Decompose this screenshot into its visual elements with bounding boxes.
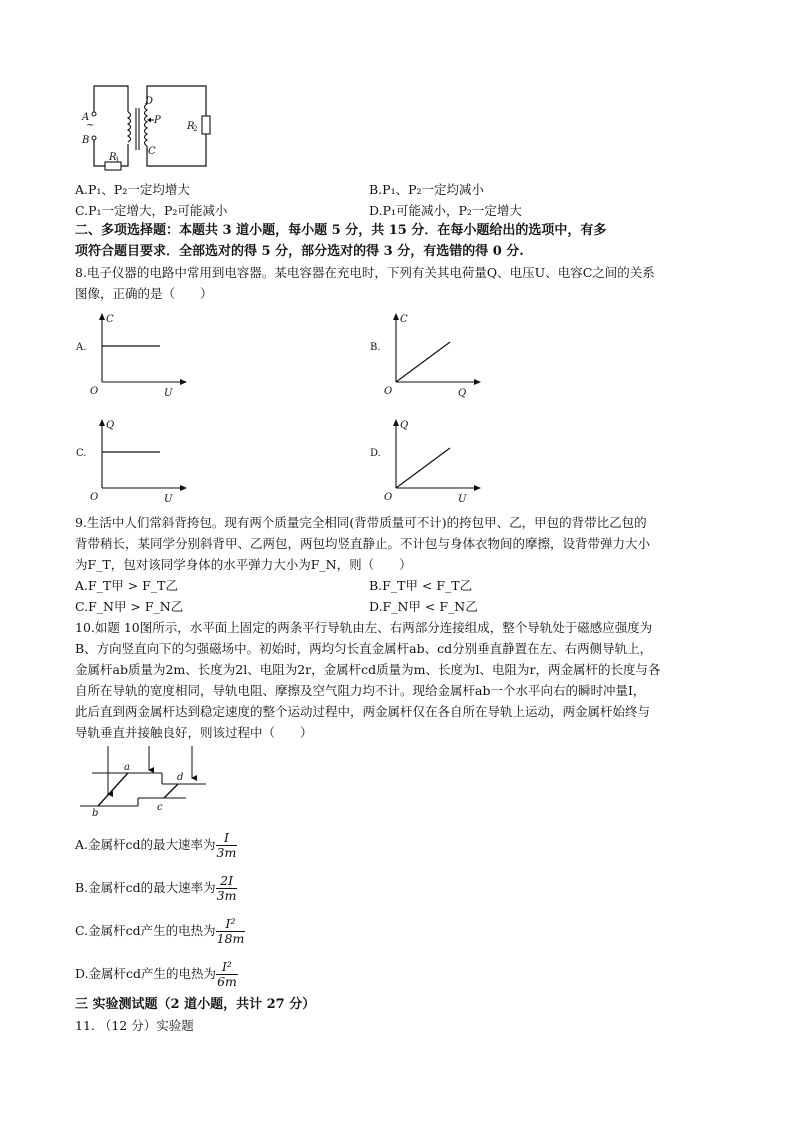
q8-graph-svg bbox=[368, 306, 488, 398]
label-A: A bbox=[82, 112, 90, 123]
label-P: P bbox=[154, 115, 161, 126]
q8-stem-line1: 8.电子仪器的电路中常用到电容器。某电容器在充电时，下列有关其电荷量Q、电压U、电容C之间的关系 bbox=[75, 265, 655, 280]
x-axis-arrow bbox=[180, 379, 187, 385]
origin-label: O bbox=[90, 386, 99, 397]
q8-graph-c[interactable] bbox=[74, 412, 194, 504]
q10-option-b-denominator: 3m bbox=[216, 888, 237, 903]
q10-stem-line6: 导轨垂直并接触良好，则该过程中（ ） bbox=[75, 725, 313, 740]
q8-graph-d[interactable] bbox=[368, 412, 488, 504]
q10-option-d-text: D.金属杆cd产生的电热为 bbox=[75, 966, 217, 981]
label-tilde: ~ bbox=[86, 120, 95, 131]
q7-option-c[interactable]: C.P₁一定增大，P₂可能减小 bbox=[75, 203, 228, 218]
y-axis-arrow bbox=[99, 313, 105, 320]
q10-option-b-numerator: 2I bbox=[216, 874, 238, 889]
y-axis-arrow bbox=[99, 419, 105, 426]
rod-label-b: b bbox=[92, 808, 99, 819]
section2-heading-line1: 二、多项选择题：本题共 3 道小题，每小题 5 分，共 15 分．在每小题给出的选项中，有多 bbox=[75, 223, 607, 238]
y-axis-label: C bbox=[106, 314, 114, 325]
q8-graph-a[interactable] bbox=[74, 306, 194, 398]
x-axis-label: U bbox=[164, 388, 173, 398]
q11-heading: 11. （12 分）实验题 bbox=[75, 1018, 194, 1033]
y-axis-label: C bbox=[400, 314, 408, 325]
rod-label-a: a bbox=[124, 762, 130, 773]
q10-option-d-fraction bbox=[216, 960, 238, 989]
q10-stem-line1: 10.如题 10图所示，水平面上固定的两条平行导轨由左、右两部分连接组成，整个导轨处于磁感应强度为 bbox=[75, 620, 653, 635]
q10-option-a-denominator: 3m bbox=[216, 845, 237, 860]
q10-option-c-numerator: I² bbox=[216, 917, 246, 932]
q9-option-b[interactable]: B.F_T甲 < F_T乙 bbox=[369, 578, 473, 593]
q7-circuit-diagram bbox=[80, 82, 220, 174]
q8-graph-b[interactable] bbox=[368, 306, 488, 398]
label-B: B bbox=[82, 135, 90, 146]
q10-stem-line4: 自所在导轨的宽度相同，导轨电阻、摩擦及空气阻力均不计。现给金属杆ab一个水平向右的瞬时冲量I， bbox=[75, 683, 646, 698]
q10-rails-diagram bbox=[78, 744, 212, 822]
origin-label: O bbox=[384, 386, 393, 397]
q10-option-b-text: B.金属杆cd的最大速率为 bbox=[75, 880, 216, 895]
x-axis-label: U bbox=[164, 494, 173, 504]
q10-option-a-fraction bbox=[216, 831, 238, 860]
q9-option-d[interactable]: D.F_N甲 < F_N乙 bbox=[369, 599, 478, 614]
q10-option-c-fraction bbox=[216, 917, 246, 946]
q10-stem-line2: B、方向竖直向下的匀强磁场中。初始时，两均匀长直金属杆ab、cd分别垂直静置在左、右两侧导轨上， bbox=[75, 641, 653, 656]
q8-graph-svg bbox=[368, 412, 488, 504]
q10-stem-line5: 此后直到两金属杆达到稳定速度的整个运动过程中，两金属杆仅在各自所在导轨上运动，两金属杆始终与 bbox=[75, 704, 651, 719]
rod-label-c: c bbox=[157, 802, 163, 813]
q7-option-b[interactable]: B.P₁、P₂一定均减小 bbox=[369, 182, 485, 197]
graph-letter: D. bbox=[370, 448, 381, 459]
q10-option-d-numerator: I² bbox=[216, 960, 238, 975]
q9-stem-line3: 为F_T，包对该同学身体的水平弹力大小为F_N，则（ ） bbox=[75, 557, 412, 572]
q10-option-d-denominator: 6m bbox=[217, 974, 237, 989]
q10-option-a-text: A.金属杆cd的最大速率为 bbox=[75, 837, 216, 852]
q10-stem-line3: 金属杆ab质量为2m、长度为2l、电阻为2r，金属杆cd质量为m、长度为l、电阻为r，两金属杆的长度与各 bbox=[75, 662, 661, 677]
q7-option-a[interactable]: A.P₁、P₂一定均增大 bbox=[75, 182, 190, 197]
label-R2: R bbox=[187, 121, 195, 132]
q8-graph-svg bbox=[74, 412, 194, 504]
q9-option-c[interactable]: C.F_N甲 > F_N乙 bbox=[75, 599, 184, 614]
graph-letter: A. bbox=[76, 342, 87, 353]
x-axis-label: Q bbox=[458, 388, 467, 398]
label-C: C bbox=[148, 146, 156, 157]
q8-graph-svg bbox=[74, 306, 194, 398]
q10-option-c-denominator: 18m bbox=[216, 931, 245, 946]
q10-option-b[interactable] bbox=[75, 870, 237, 906]
y-axis-label: Q bbox=[106, 420, 115, 431]
graph-curve bbox=[396, 342, 450, 382]
label-R1-sub: 1 bbox=[115, 156, 120, 164]
q8-stem-line2: 图像，正确的是（ ） bbox=[75, 286, 213, 301]
q10-option-a-numerator: I bbox=[216, 831, 238, 846]
origin-label: O bbox=[384, 492, 393, 503]
y-axis-arrow bbox=[393, 419, 399, 426]
q7-option-d[interactable]: D.P₁可能减小，P₂一定增大 bbox=[369, 203, 522, 218]
q9-option-a[interactable]: A.F_T甲 > F_T乙 bbox=[75, 578, 178, 593]
x-axis-label: U bbox=[458, 494, 467, 504]
x-axis-arrow bbox=[474, 485, 481, 491]
y-axis-label: Q bbox=[400, 420, 409, 431]
graph-letter: C. bbox=[76, 448, 87, 459]
origin-label: O bbox=[90, 492, 99, 503]
q10-option-b-fraction bbox=[216, 874, 238, 903]
rod-label-d: d bbox=[177, 772, 184, 783]
q10-option-c-text: C.金属杆cd产生的电热为 bbox=[75, 923, 216, 938]
y-axis-arrow bbox=[393, 313, 399, 320]
q10-option-a[interactable] bbox=[75, 827, 237, 863]
q9-stem-line1: 9.生活中人们常斜背挎包。现有两个质量完全相同(背带质量可不计)的挎包甲、乙，甲包的背带比乙包的 bbox=[75, 515, 647, 530]
label-R1: R bbox=[109, 152, 117, 163]
x-axis-arrow bbox=[180, 485, 187, 491]
q10-option-d[interactable] bbox=[75, 956, 238, 992]
label-R2-sub: 2 bbox=[193, 125, 198, 133]
section2-heading-line2: 项符合题目要求．全部选对的得 5 分，部分选对的得 3 分，有选错的得 0 分. bbox=[75, 244, 524, 259]
graph-letter: B. bbox=[370, 342, 381, 353]
label-D: D bbox=[145, 96, 154, 107]
x-axis-arrow bbox=[474, 379, 481, 385]
section3-heading: 三 实验测试题（2 道小题，共计 27 分） bbox=[75, 997, 316, 1012]
graph-curve bbox=[396, 448, 450, 488]
q9-stem-line2: 背带稍长，某同学分别斜背甲、乙两包，两包均竖直静止。不计包与身体衣物间的摩擦，设背带弹力大小 bbox=[75, 536, 651, 551]
q10-option-c[interactable] bbox=[75, 913, 245, 949]
